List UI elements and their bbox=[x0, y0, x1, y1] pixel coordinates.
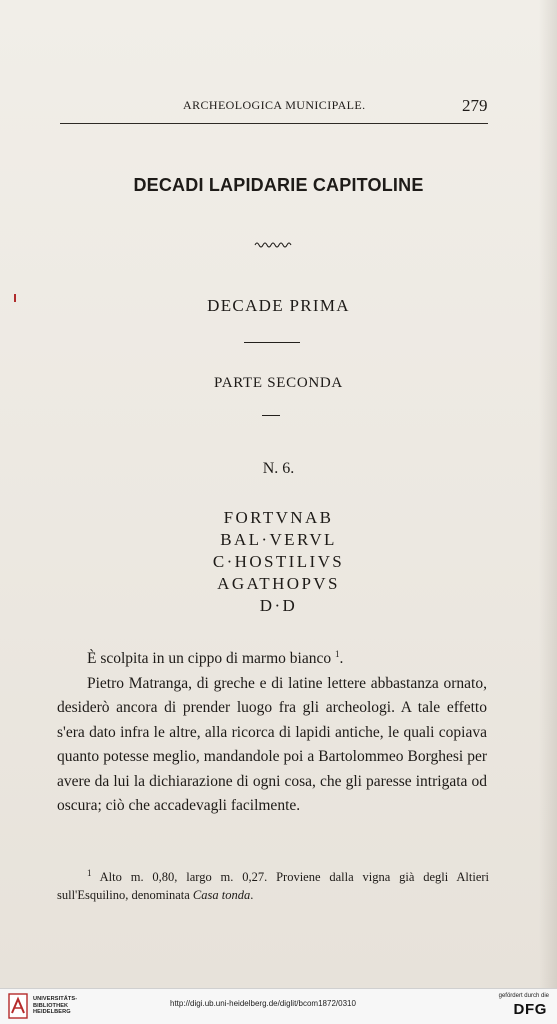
library-name-line: HEIDELBERG bbox=[33, 1009, 71, 1015]
inscription-line: C·HOSTILIVS bbox=[212, 552, 345, 571]
part-rule bbox=[262, 415, 280, 416]
library-name-line: UNIVERSITÄTS- bbox=[33, 996, 78, 1002]
inscription-block bbox=[0, 507, 557, 617]
part-heading: PARTE SECONDA bbox=[214, 375, 343, 391]
entry-number: N. 6. bbox=[262, 460, 295, 477]
footnote bbox=[57, 864, 489, 904]
main-text bbox=[57, 642, 487, 819]
running-head: ARCHEOLOGICA MUNICIPALE. bbox=[183, 98, 366, 112]
page-edge-shadow bbox=[539, 0, 557, 988]
section-title: DECADI LAPIDARIE CAPITOLINE bbox=[133, 175, 424, 195]
inscription-line: BAL·VERVL bbox=[220, 530, 337, 549]
footnote-text: Alto m. 0,80, largo m. 0,27. Proviene dalla vigna già degli Altieri sull'Esquilino, denominata bbox=[57, 870, 490, 903]
header-rule bbox=[60, 123, 488, 124]
inscription-line: FORTVNAB bbox=[223, 508, 334, 527]
intro-sentence-end: . bbox=[339, 650, 344, 668]
footnote-reference: 1 bbox=[334, 649, 340, 659]
footnote-paragraph bbox=[57, 864, 489, 904]
footnote-text-end: . bbox=[250, 888, 254, 903]
library-logo-icon bbox=[8, 993, 28, 1019]
funding-label: gefördert durch die bbox=[498, 993, 549, 999]
page-number: 279 bbox=[462, 96, 488, 115]
ornament-wave-icon bbox=[254, 239, 292, 249]
intro-sentence-text: È scolpita in un cippo di marmo bianco bbox=[87, 650, 335, 668]
footnote-marker: 1 bbox=[87, 868, 92, 878]
library-name bbox=[33, 996, 128, 1016]
document-url-link[interactable]: http://digi.ub.uni-heidelberg.de/diglit/bcom1872/0310 bbox=[170, 999, 356, 1008]
library-name-line: BIBLIOTHEK bbox=[33, 1002, 69, 1009]
decade-rule bbox=[244, 342, 300, 343]
intro-sentence bbox=[57, 642, 487, 672]
inscription-line: D·D bbox=[259, 596, 298, 615]
viewer-footer bbox=[0, 988, 557, 1024]
inscription-line: AGATHOPVS bbox=[217, 574, 340, 593]
decade-heading: DECADE PRIMA bbox=[207, 296, 350, 315]
body-paragraph: Pietro Matranga, di greche e di latine lettere abbastanza ornato, desiderò ancora di prender luogo fra gli archeologi. A tale effetto s'era dato infra le altre, alla ricorca di lapidi antiche, le quali copiava quanto potesse meglio, mandandole poi a Bartolommeo Borghesi per avere da lui la dichiarazione di ogni cosa, che gli paresse intrigata od oscura; ciò che accadevagli facilmente. bbox=[57, 674, 487, 815]
dfg-logo-text: DFG bbox=[513, 1001, 547, 1018]
footnote-italic-text: Casa tonda bbox=[192, 888, 251, 903]
